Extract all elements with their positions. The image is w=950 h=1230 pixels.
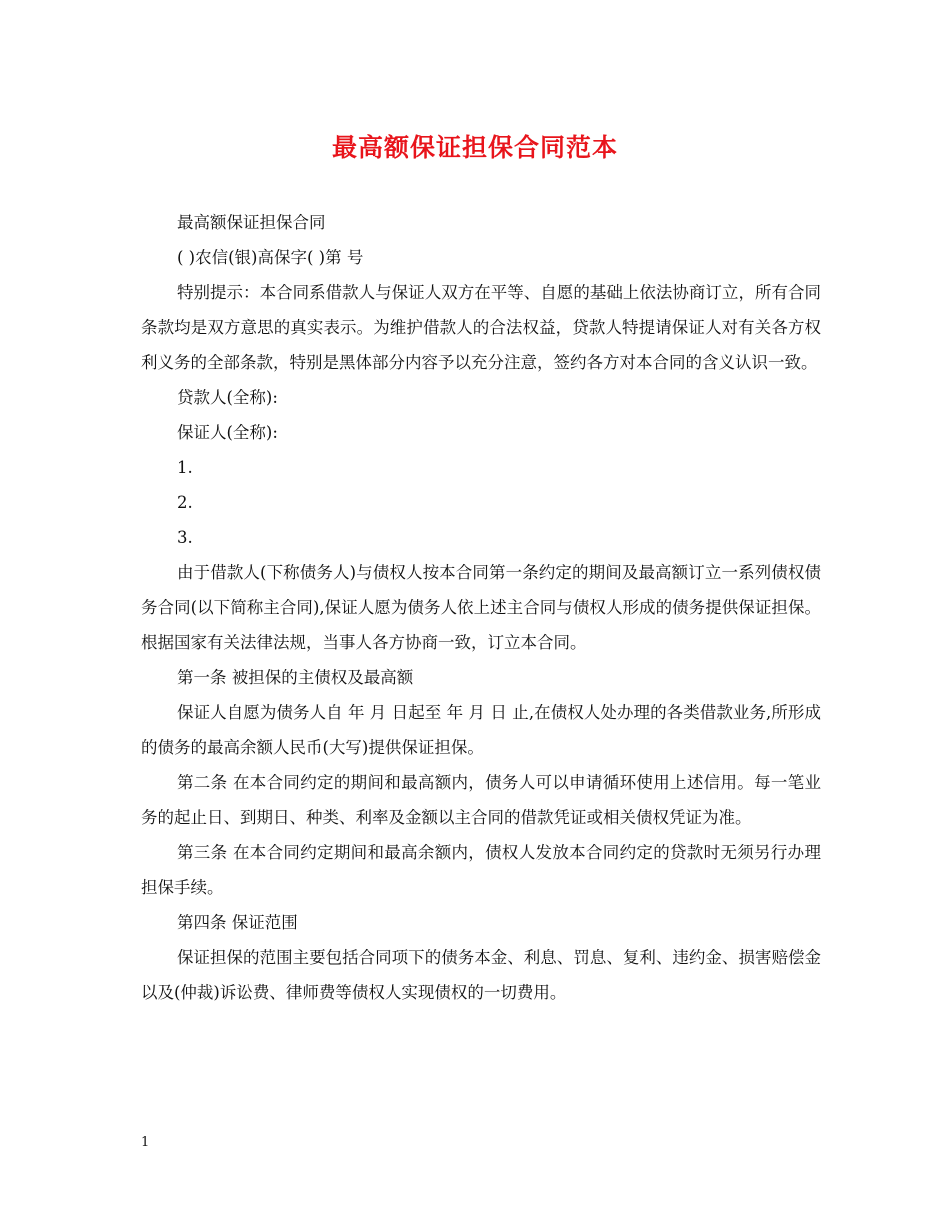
page-number: 1: [141, 1135, 150, 1150]
paragraph-contract-number: ( )农信(银)高保字( )第 号: [177, 248, 364, 267]
paragraph-lender: 贷款人(全称):: [177, 388, 278, 407]
list-item-3: 3.: [177, 528, 193, 547]
article-4-text: 保证担保的范围主要包括合同项下的债务本金、利息、罚息、复利、违约金、损害赔偿金以及(仲裁)诉讼费、律师费等债权人实现债权的一切费用。: [141, 948, 821, 1002]
document-title: 最高额保证担保合同范本: [331, 133, 618, 162]
article-1-heading: 第一条 被担保的主债权及最高额: [177, 668, 414, 687]
article-2-text: 第二条 在本合同约定的期间和最高额内，债务人可以申请循环使用上述信用。每一笔业务的起止日、到期日、种类、利率及金额以主合同的借款凭证或相关债权凭证为准。: [141, 773, 821, 827]
list-item-1: 1.: [177, 458, 193, 477]
list-item-2: 2.: [177, 493, 193, 512]
paragraph-contract-name: 最高额保证担保合同: [177, 213, 326, 232]
document-body: [141, 205, 821, 1010]
article-3-text: 第三条 在本合同约定期间和最高余额内，债权人发放本合同约定的贷款时无须另行办理担保手续。: [141, 843, 821, 897]
paragraph-special-notice: 特别提示：本合同系借款人与保证人双方在平等、自愿的基础上依法协商订立，所有合同条款均是双方意思的真实表示。为维护借款人的合法权益，贷款人特提请保证人对有关各方权利义务的全部条款，特别是黑体部分内容予以充分注意，签约各方对本合同的含义认识一致。: [141, 283, 821, 372]
paragraph-guarantor: 保证人(全称):: [177, 423, 278, 442]
paragraph-preamble: 由于借款人(下称债务人)与债权人按本合同第一条约定的期间及最高额订立一系列债权债务合同(以下简称主合同),保证人愿为债务人依上述主合同与债权人形成的债务提供保证担保。根据国家有关法律法规，当事人各方协商一致，订立本合同。: [141, 563, 821, 652]
article-4-heading: 第四条 保证范围: [177, 913, 298, 932]
article-1-text: 保证人自愿为债务人自 年 月 日起至 年 月 日 止,在债权人处办理的各类借款业务,所形成的债务的最高余额人民币(大写)提供保证担保。: [141, 703, 821, 757]
